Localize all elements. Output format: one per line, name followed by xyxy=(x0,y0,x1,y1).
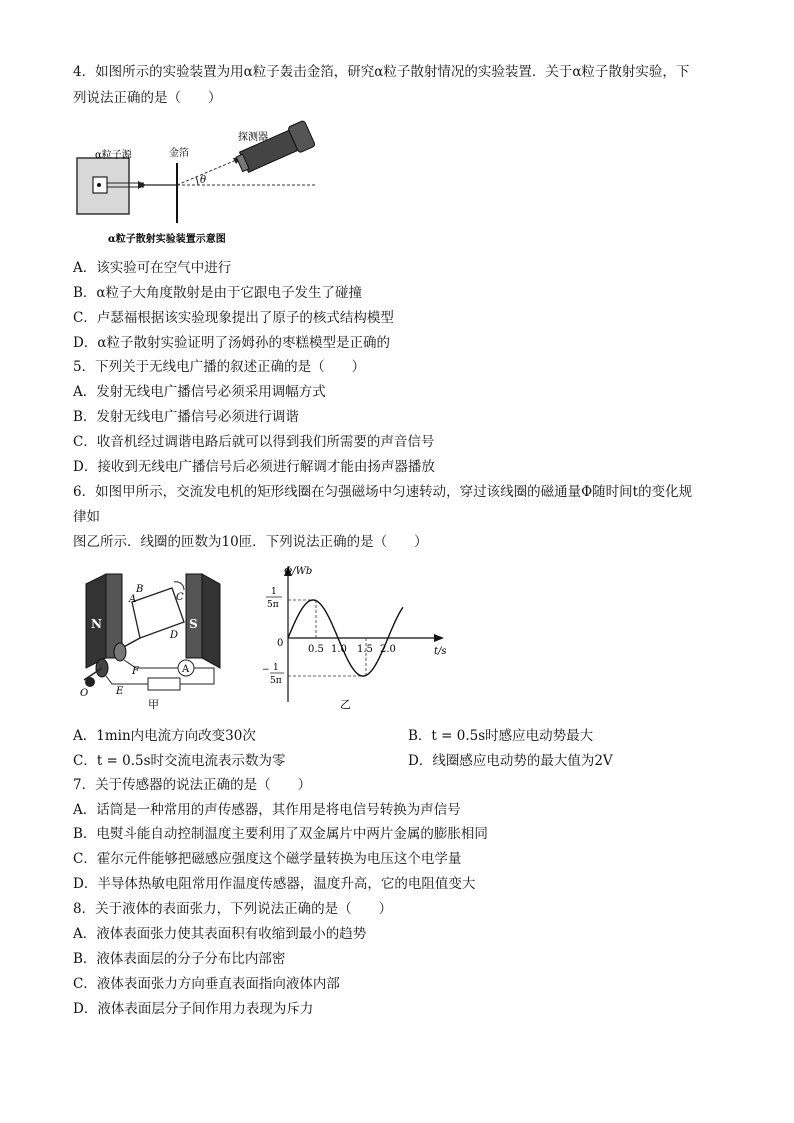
q6-option-b: B．t = 0.5s时感应电动势最大 xyxy=(408,728,594,744)
q6-option-a: A．1min内电流方向改变30次 xyxy=(73,728,256,744)
q5-stem: 5．下列关于无线电广播的叙述正确的是（ ） xyxy=(73,359,366,375)
q8-option-b: B．液体表面层的分子分布比内部密 xyxy=(73,951,286,967)
coil-label-d: D xyxy=(170,630,179,641)
q7-option-b: B．电熨斗能自动控制温度主要利用了双金属片中两片金属的膨胀相同 xyxy=(73,826,488,842)
q6-stem-line2: 律如 xyxy=(73,509,100,525)
q4-stem-line1: 4．如图所示的实验装置为用α粒子轰击金箔，研究α粒子散射情况的实验装置．关于α粒子散射实验，下 xyxy=(73,64,690,80)
magnet-s xyxy=(186,574,220,668)
foil-label: 金箔 xyxy=(169,148,189,159)
axle-label-o: O xyxy=(80,688,89,699)
q6-option-c: C．t = 0.5s时交流电流表示数为零 xyxy=(73,753,286,769)
q8-option-a: A．液体表面张力使其表面积有收缩到最小的趋势 xyxy=(73,926,367,942)
beam-arrow-icon xyxy=(138,181,146,189)
slip-ring-1 xyxy=(114,643,126,661)
q4-option-a: A．该实验可在空气中进行 xyxy=(73,260,232,276)
coil-label-a: A xyxy=(129,594,137,605)
angle-label: θ xyxy=(200,175,207,186)
q7-stem: 7．关于传感器的说法正确的是（ ） xyxy=(73,777,312,793)
x-axis-label: t/s xyxy=(434,646,447,657)
q5-option-a: A．发射无线电广播信号必须采用调幅方式 xyxy=(73,384,326,400)
pole-s-label: S xyxy=(189,617,198,631)
figure-a-caption: 甲 xyxy=(148,698,159,711)
q4-option-c: C．卢瑟福根据该实验现象提出了原子的核式结构模型 xyxy=(73,310,394,326)
scattered-path xyxy=(177,158,241,185)
q6-stem-line1: 6．如图甲所示，交流发电机的矩形线圈在匀强磁场中匀速转动，穿过该线圈的磁通量Φ随时间t的变化规 xyxy=(73,484,693,500)
q6-stem-line3: 图乙所示．线圈的匝数为10匝．下列说法正确的是（ ） xyxy=(73,534,428,550)
q5-option-c: C．收音机经过调谐电路后就可以得到我们所需要的声音信号 xyxy=(73,434,435,450)
q5-option-b: B．发射无线电广播信号必须进行调谐 xyxy=(73,409,299,425)
coil-label-c: C xyxy=(176,592,184,603)
q4-option-b: B．α粒子大角度散射是由于它跟电子发生了碰撞 xyxy=(73,285,363,301)
alpha-scattering-figure xyxy=(76,118,316,250)
q7-option-d: D．半导体热敏电阻常用作温度传感器，温度升高，它的电阻值变大 xyxy=(73,876,476,892)
source-dot xyxy=(97,183,101,187)
ytick-top-num: 1 xyxy=(271,587,277,597)
q6-option-d: D．线圈感应电动势的最大值为2V xyxy=(408,753,613,769)
detector xyxy=(234,120,316,177)
ammeter-label: A xyxy=(182,664,190,675)
origin-label: 0 xyxy=(277,638,284,649)
axle-icon xyxy=(85,677,95,687)
ytick-top-den: 5π xyxy=(267,600,279,610)
generator-figure xyxy=(76,562,256,712)
q8-option-d: D．液体表面层分子间作用力表现为斥力 xyxy=(73,1001,314,1017)
rotation-arrow-icon xyxy=(174,582,184,590)
q7-option-c: C．霍尔元件能够把磁感应强度这个磁学量转换为电压这个电学量 xyxy=(73,851,462,867)
q4-option-d: D．α粒子散射实验证明了汤姆孙的枣糕模型是正确的 xyxy=(73,335,390,351)
xtick-0-5: 0.5 xyxy=(308,644,324,655)
y-axis-label: Φ/Wb xyxy=(284,566,313,577)
flux-time-graph xyxy=(262,562,450,712)
q8-stem: 8．关于液体的表面张力，下列说法正确的是（ ） xyxy=(73,901,393,917)
q7-option-a: A．话筒是一种常用的声传感器，其作用是将电信号转换为声信号 xyxy=(73,802,461,818)
detector-label: 探测器 xyxy=(238,132,268,143)
source-label: α粒子源 xyxy=(95,150,132,161)
ytick-bottom-den: 5π xyxy=(270,676,282,686)
xtick-1-0: 1.0 xyxy=(331,644,347,655)
brush-label-e: E xyxy=(116,686,124,697)
pole-n-label: N xyxy=(91,617,102,631)
ytick-bottom-num: 1 xyxy=(273,663,279,673)
brush-label-f: F xyxy=(132,666,139,677)
q5-option-d: D．接收到无线电广播信号后必须进行解调才能由扬声器播放 xyxy=(73,459,435,475)
q8-option-c: C．液体表面张力方向垂直表面指向液体内部 xyxy=(73,976,340,992)
resistor xyxy=(148,678,180,690)
xtick-1-5: 1.5 xyxy=(357,644,373,655)
figure-caption: α粒子散射实验装置示意图 xyxy=(108,234,226,245)
xtick-2-0: 2.0 xyxy=(380,644,396,655)
figure-b-caption: 乙 xyxy=(340,698,351,711)
ytick-bottom-sign: − xyxy=(262,665,270,675)
x-axis-arrow-icon xyxy=(434,634,444,642)
coil-label-b: B xyxy=(136,584,144,595)
q4-stem-line2: 列说法正确的是（ ） xyxy=(73,90,222,106)
